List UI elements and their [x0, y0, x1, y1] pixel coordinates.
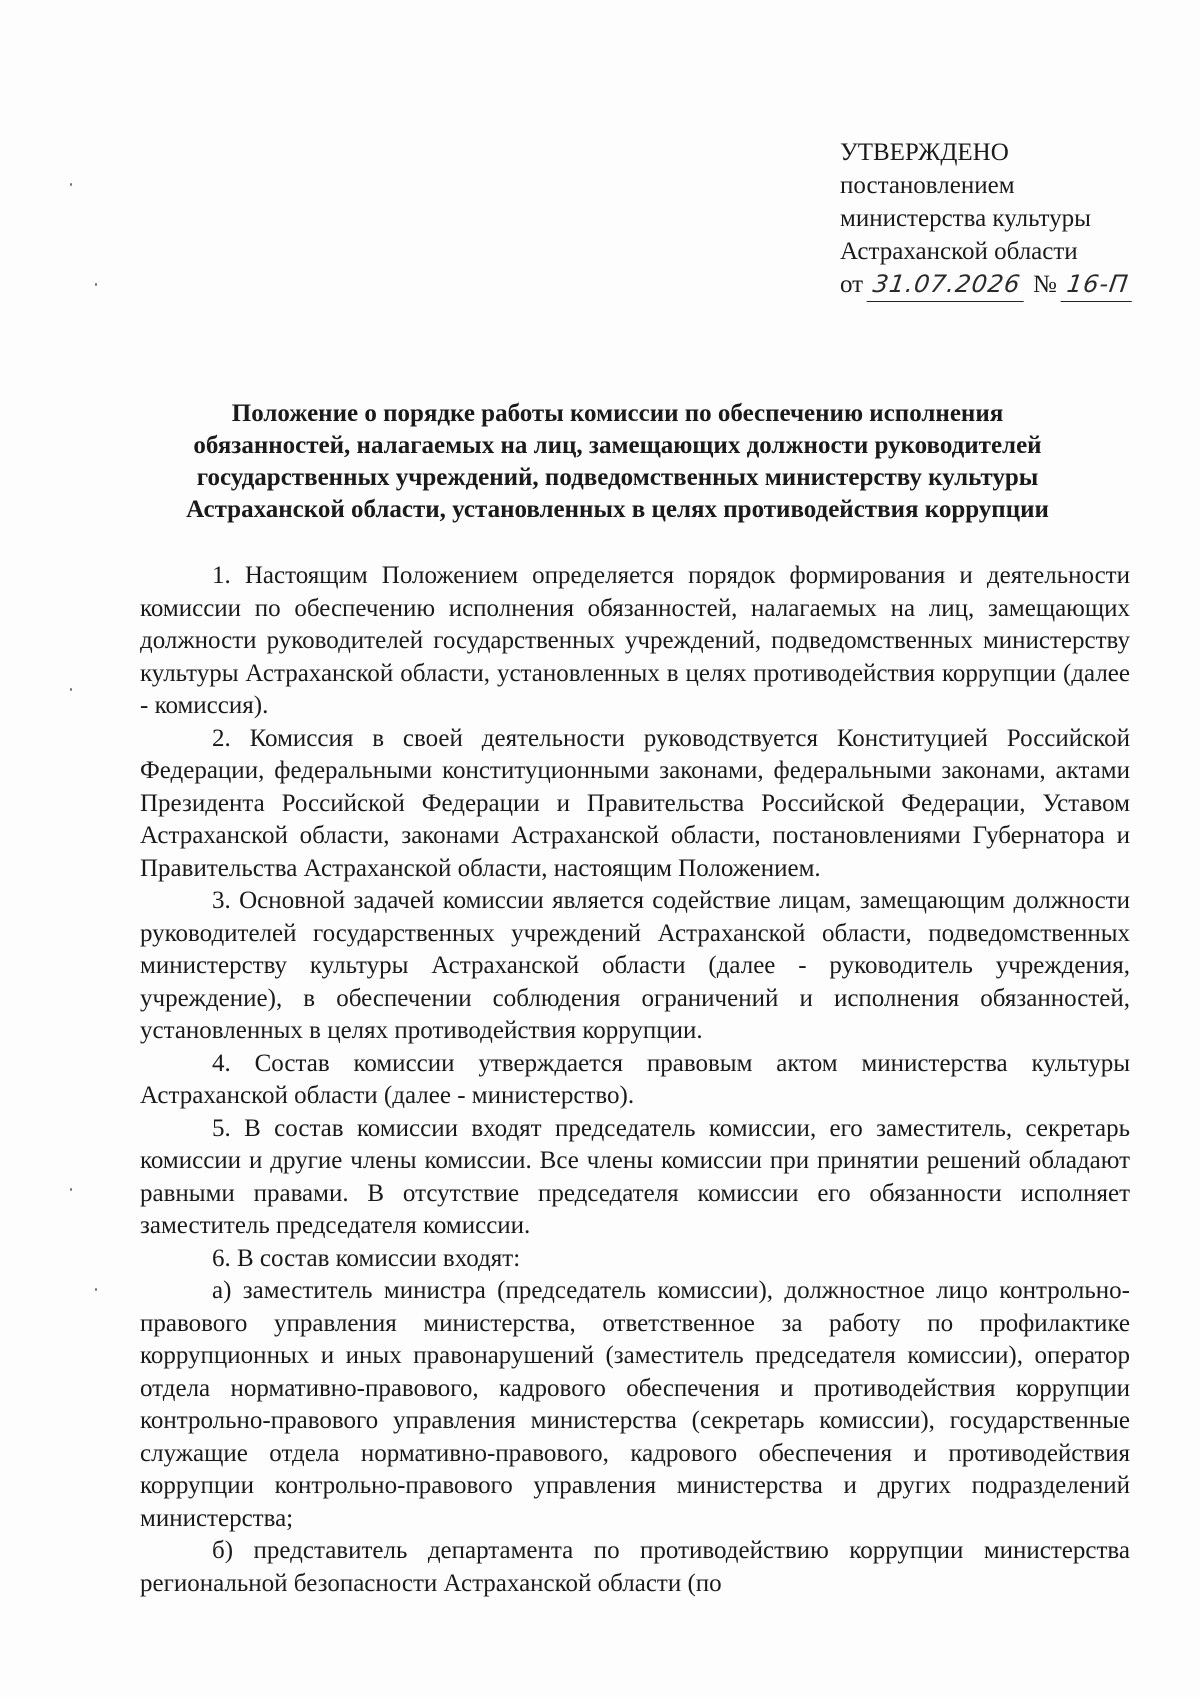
- document-title: [130, 398, 1105, 526]
- scan-speck: [95, 1288, 97, 1291]
- scan-speck: [70, 688, 72, 691]
- approval-line-3: Астраханской области: [840, 238, 1078, 265]
- title-line-2: обязанностей, налагаемых на лиц, замещающих должности руководителей: [193, 432, 1042, 459]
- approval-date-line: [840, 268, 1160, 302]
- paragraph-2: 2. Комиссия в своей деятельности руководствуется Конституцией Российской Федерации, федеральными конституционными законами, федеральными законами, актами Президента Российской Федерации и Правительства Российской Федерации, Уставом Астраханской области, законами Астраханской области, постановлениями Губернатора и Правительства Астраханской области, настоящим Положением.: [140, 724, 1130, 882]
- handwritten-date: 31.07.2026: [867, 268, 1029, 302]
- approval-stamp-block: [840, 136, 1160, 302]
- approval-line-1: постановлением: [840, 172, 1015, 199]
- scan-speck: [95, 283, 97, 286]
- paragraph-6: 6. В состав комиссии входят:: [212, 1244, 521, 1272]
- date-prefix: от: [840, 271, 864, 298]
- handwritten-number: 16-П: [1061, 268, 1137, 302]
- paragraph-3: 3. Основной задачей комиссии является содействие лицам, замещающим должности руководителей государственных учреждений Астраханской области, подведомственных министерству культуры Астраханской области (далее - руководитель учреждения, учреждение), в обеспечении соблюдения ограничений и исполнения обязанностей, установленных в целях противодействия коррупции.: [140, 887, 1130, 1044]
- paragraph-4: 4. Состав комиссии утверждается правовым актом министерства культуры Астраханской области (далее - министерство).: [140, 1049, 1130, 1109]
- title-line-4: Астраханской области, установленных в целях противодействия коррупции: [186, 496, 1049, 523]
- approval-line-2: министерства культуры: [840, 205, 1091, 232]
- paragraph-5: 5. В состав комиссии входят председатель комиссии, его заместитель, секретарь комиссии и другие члены комиссии. Все члены комиссии при принятии решений обладают равными правами. В отсутствие председателя комиссии его обязанности исполняет заместитель председателя комиссии.: [140, 1114, 1130, 1239]
- title-line-1: Положение о порядке работы комиссии по обеспечению исполнения: [231, 400, 1004, 427]
- paragraph-6b: б) представитель департамента по противодействию коррупции министерства региональной безопасности Астраханской области (по: [140, 1537, 1130, 1597]
- document-body: [140, 560, 1130, 1600]
- paragraph-1: 1. Настоящим Положением определяется порядок формирования и деятельности комиссии по обеспечению исполнения обязанностей, налагаемых на лиц, замещающих должности руководителей государственных учреждений, подведомственных министерству культуры Астраханской области, установленных в целях противодействия коррупции (далее - комиссия).: [140, 562, 1130, 719]
- approval-heading: УТВЕРЖДЕНО: [840, 139, 1009, 166]
- scan-speck: [70, 183, 72, 186]
- scan-speck: [70, 1188, 72, 1191]
- number-prefix: №: [1033, 271, 1057, 298]
- paragraph-6a: а) заместитель министра (председатель комиссии), должностное лицо контрольно-правового управления министерства, ответственное за работу по профилактике коррупционных и иных правонарушений (заместитель председателя комиссии), оператор отдела нормативно-правового, кадрового обеспечения и противодействия коррупции контрольно-правового управления министерства (секретарь комиссии), государственные служащие отдела нормативно-правового, кадрового обеспечения и противодействия коррупции контрольно-правового управления министерства и других подразделений министерства;: [140, 1277, 1130, 1532]
- title-line-3: государственных учреждений, подведомственных министерству культуры: [196, 464, 1039, 491]
